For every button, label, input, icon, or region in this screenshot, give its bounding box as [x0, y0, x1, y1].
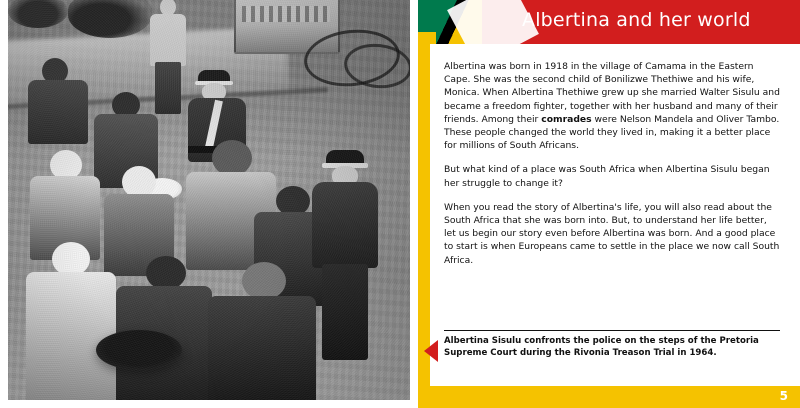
header-yellow-tab: [418, 32, 436, 44]
photo-vignette: [8, 0, 410, 400]
caption-pointer-arrow: [424, 340, 438, 362]
paragraph-1-part-a: Albertina was born in 1918 in the village of Camama in the Eastern Cape. She was the second child of Bonilizwe Thethiwe and his wife, Monica. When Albertina Thethiwe grew up she married Walter Sisulu and became a freedom fighter, together with her husband and many of their friends. Among their: [444, 61, 780, 125]
page-footer-band: [418, 386, 800, 408]
page-title: Albertina and her world: [522, 9, 751, 31]
photo-caption-text: Albertina Sisulu confronts the police on the steps of the Pretoria Supreme Court during the Rivonia Treason Trial in 1964.: [444, 336, 759, 358]
historical-photograph: [8, 0, 410, 400]
paragraph-1-part-b: were Nelson Mandela and Oliver Tambo. These people changed the world they lived in, making it a better place for millions of South Africans.: [444, 113, 780, 152]
body-copy: [444, 60, 780, 278]
paragraph-2: But what kind of a place was South Africa when Albertina Sisulu began her struggle to change it?: [444, 164, 770, 189]
paragraph-1-bold-term: comrades: [541, 113, 592, 125]
page-header-band: [418, 0, 800, 44]
text-page: [418, 0, 800, 408]
page-number: 5: [779, 389, 788, 403]
footer-corner-block: [418, 386, 430, 408]
paragraph-3: When you read the story of Albertina's life, you will also read about the South Africa that she was born into. But, to understand her life better, let us begin our story even before Albertina was born. And a good place to start is when Europeans came to settle in the place we now call South Africa.: [444, 201, 780, 266]
paragraph-1: [444, 60, 780, 152]
caption-divider: [444, 330, 780, 331]
photo-caption-block: [444, 330, 784, 359]
